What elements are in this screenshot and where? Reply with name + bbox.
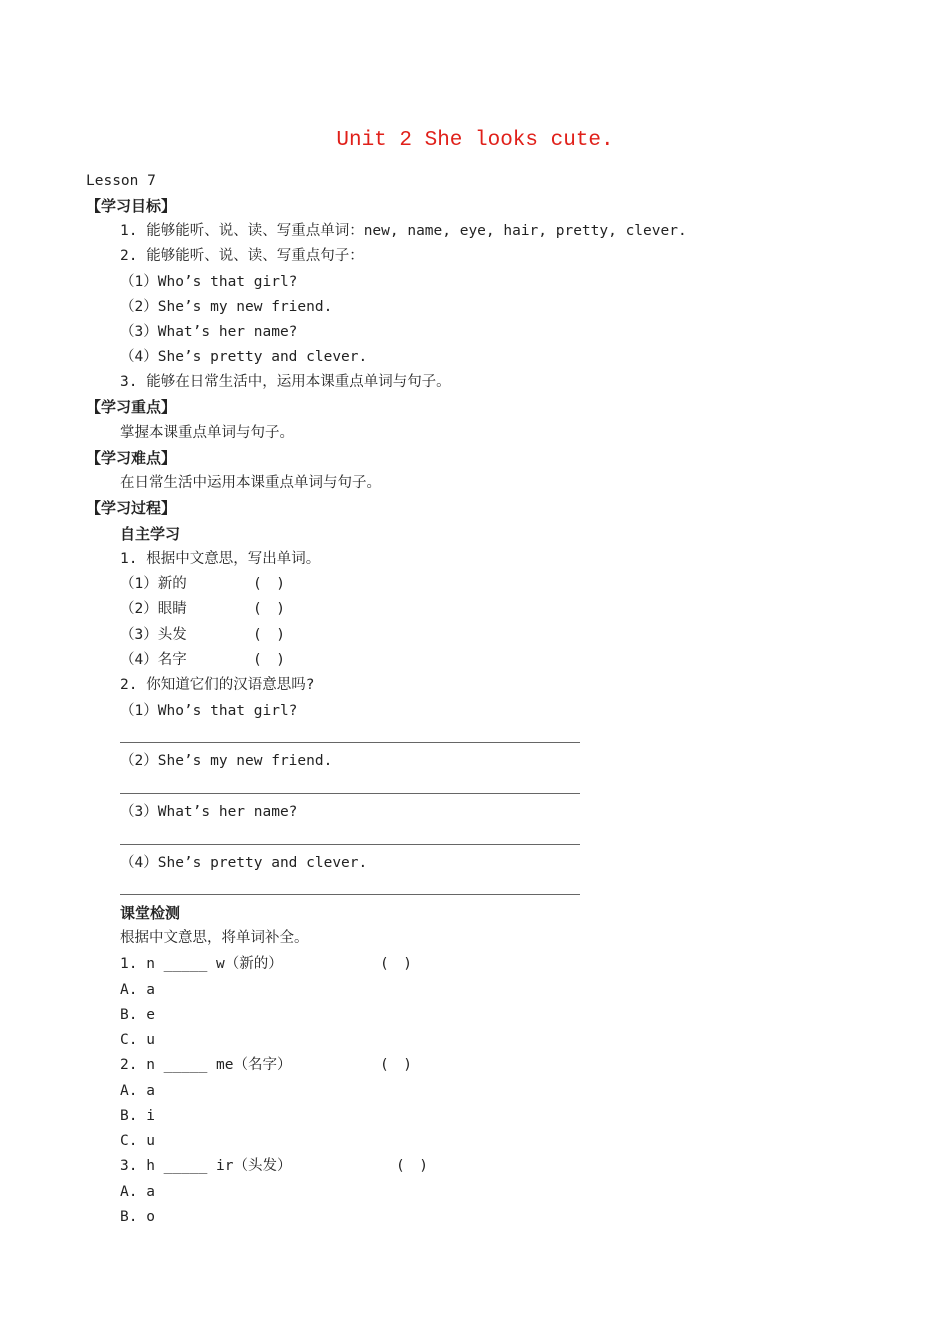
answer-line[interactable] (120, 793, 580, 794)
objective-item-2: 2. 能够能听、说、读、写重点句子： (120, 248, 364, 264)
translate-sentence: （4）She’s pretty and clever. (120, 855, 368, 871)
objective-sentence: （4）She’s pretty and clever. (120, 349, 368, 365)
classroom-check-instruction: 根据中文意思，将单词补全。 (120, 930, 309, 946)
objective-item-1: 1. 能够能听、说、读、写重点单词：new, name, eye, hair, pretty, clever. (120, 223, 687, 239)
objective-item-3: 3. 能够在日常生活中，运用本课重点单词与句子。 (120, 374, 451, 390)
question-answer-blank[interactable]: ( ) (396, 1158, 428, 1174)
option-item[interactable]: A. a (120, 982, 155, 998)
option-item[interactable]: B. o (120, 1209, 155, 1225)
self-study-heading: 自主学习 (120, 525, 181, 543)
question-stem: 3. h _____ ir（头发） (120, 1158, 292, 1174)
self-study-task-2: 2. 你知道它们的汉语意思吗? (120, 677, 315, 693)
process-heading: 【学习过程】 (86, 499, 177, 517)
translate-sentence: （1）Who’s that girl? (120, 703, 298, 719)
translate-sentence: （2）She’s my new friend. (120, 753, 333, 769)
question-answer-blank[interactable]: ( ) (380, 1057, 412, 1073)
page-title: Unit 2 She looks cute. (336, 129, 614, 152)
word-answer-blank[interactable]: ( ) (253, 576, 285, 592)
word-item-label: （3）头发 (120, 627, 187, 643)
difficulties-heading: 【学习难点】 (86, 449, 177, 467)
lesson-label: Lesson 7 (86, 173, 156, 189)
question-stem: 1. n _____ w（新的） (120, 956, 283, 972)
translate-sentence: （3）What’s her name? (120, 804, 298, 820)
word-item-label: （1）新的 (120, 576, 187, 592)
word-item-label: （2）眼睛 (120, 601, 187, 617)
word-item-label: （4）名字 (120, 652, 187, 668)
objective-sentence: （3）What’s her name? (120, 324, 298, 340)
option-item[interactable]: C. u (120, 1133, 155, 1149)
answer-line[interactable] (120, 844, 580, 845)
question-stem: 2. n _____ me（名字） (120, 1057, 292, 1073)
word-answer-blank[interactable]: ( ) (253, 601, 285, 617)
objective-sentence: （1）Who’s that girl? (120, 274, 298, 290)
objective-sentence: （2）She’s my new friend. (120, 299, 333, 315)
option-item[interactable]: A. a (120, 1184, 155, 1200)
key-points-text: 掌握本课重点单词与句子。 (120, 425, 294, 441)
option-item[interactable]: B. i (120, 1108, 155, 1124)
word-answer-blank[interactable]: ( ) (253, 652, 285, 668)
objectives-heading: 【学习目标】 (86, 197, 177, 215)
option-item[interactable]: A. a (120, 1083, 155, 1099)
option-item[interactable]: B. e (120, 1007, 155, 1023)
question-answer-blank[interactable]: ( ) (380, 956, 412, 972)
classroom-check-heading: 课堂检测 (120, 904, 181, 922)
option-item[interactable]: C. u (120, 1032, 155, 1048)
answer-line[interactable] (120, 742, 580, 743)
answer-line[interactable] (120, 894, 580, 895)
word-answer-blank[interactable]: ( ) (253, 627, 285, 643)
difficulties-text: 在日常生活中运用本课重点单词与句子。 (120, 475, 381, 491)
self-study-task-1: 1. 根据中文意思，写出单词。 (120, 551, 321, 567)
key-points-heading: 【学习重点】 (86, 398, 177, 416)
